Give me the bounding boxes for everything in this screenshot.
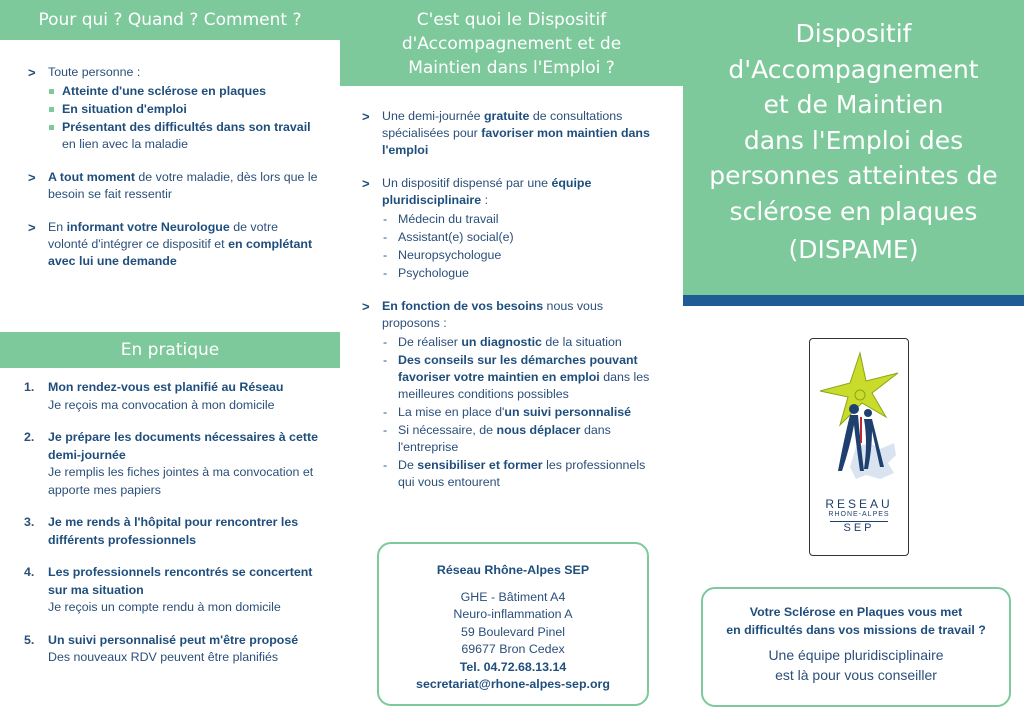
who-header	[0, 0, 340, 40]
contact-name: Réseau Rhône-Alpes SEP	[436, 563, 590, 577]
offer-item: - De sensibiliser et former les professionnels qui vous entourent	[383, 458, 646, 489]
who-sub-2: En situation d'emploi	[48, 101, 318, 118]
logo-sep: SEP	[830, 521, 888, 534]
square-bullet-icon	[49, 89, 54, 94]
square-bullet-icon	[49, 125, 54, 130]
step-1: 1. Mon rendez-vous est planifié au Réseau Je reçois ma convocation à mon domicile	[24, 380, 284, 412]
panel-what	[340, 0, 683, 718]
arrow-icon: >	[362, 109, 370, 124]
what-header	[340, 0, 683, 86]
practice-title: En pratique	[120, 340, 220, 360]
what-item-1: > Une demi-journée gratuite de consultations spécialisées pour favoriser mon maintien dans l'emploi	[362, 109, 650, 157]
cover-title-line: d'Accompagnement	[728, 54, 979, 84]
panel-cover	[683, 0, 1024, 718]
who-item-2: > A tout moment de votre maladie, dès lors que le besoin se fait ressentir	[28, 170, 318, 201]
what-title: C'est quoi le Dispositif d'Accompagnement et de Maintien dans l'Emploi ?	[401, 10, 622, 78]
arrow-icon: >	[362, 176, 370, 191]
step-4: 4. Les professionnels rencontrés se concertent sur ma situation Je reçois un compte rendu à mon domicile	[24, 565, 313, 614]
who-item-1	[28, 64, 318, 153]
practice-header	[0, 332, 340, 368]
offer-item: - Si nécessaire, de nous déplacer dans l'entreprise	[383, 423, 611, 454]
team-member: - Psychologue	[383, 266, 469, 280]
team-member: - Assistant(e) social(e)	[383, 230, 514, 244]
cover-title-line: dans l'Emploi des	[743, 125, 964, 155]
step-5: 5. Un suivi personnalisé peut m'être proposé Des nouveaux RDV peuvent être planifiés	[24, 632, 299, 664]
callout-answer-1: Une équipe pluridisciplinaire	[768, 647, 944, 663]
square-bullet-icon	[49, 107, 54, 112]
who-title: Pour qui ? Quand ? Comment ?	[38, 10, 302, 30]
who-item-intro: Toute personne :	[48, 65, 141, 79]
steps-list	[24, 379, 324, 682]
contact-address-2: Neuro-inflammation A	[453, 607, 573, 621]
team-member: - Médecin du travail	[383, 212, 499, 226]
offer-item: - Des conseils sur les démarches pouvant favoriser votre maintien en emploi dans les meilleures conditions possibles	[383, 353, 650, 401]
step-2: 2. Je prépare les documents nécessaires à cette demi-journée Je remplis les fiches jointes à ma convocation et apporte mes papiers	[24, 430, 318, 497]
panel-who	[0, 0, 340, 718]
cover-title-block	[683, 0, 1024, 295]
contact-address-1: GHE - Bâtiment A4	[460, 589, 566, 604]
cover-title-line: et de Maintien	[763, 90, 944, 119]
cover-acronym: (DISPAME)	[788, 235, 919, 264]
callout-answer-2: est là pour vous conseiller	[775, 667, 937, 683]
arrow-icon: >	[362, 299, 370, 314]
what-item-3: > En fonction de vos besoins nous vous proposons : - De réaliser un diagnostic de la situation - Des conseils sur les démarches pouvant favoriser votre maintien en emploi dans les meilleures conditions possibles - La mise en place d'un suivi personnalisé - Si nécessaire, de nous déplacer dans l'entreprise - De sensibiliser et former les professionnels qui vous entourent	[362, 298, 662, 491]
who-item-3: > En informant votre Neurologue de votre volonté d'intégrer ce dispositif et en complétant avec lui une demande	[28, 220, 313, 268]
contact-address-3: 59 Boulevard Pinel	[460, 624, 565, 639]
cover-title-line: Dispositif	[795, 19, 912, 48]
logo-word: RESEAU	[825, 497, 893, 511]
arrow-icon: >	[28, 220, 36, 235]
offer-item: - La mise en place d'un suivi personnalisé	[383, 405, 632, 419]
star-figures-icon	[810, 339, 908, 489]
who-sub-3: Présentant des difficultés dans son travail en lien avec la maladie	[48, 119, 318, 153]
step-3: 3. Je me rends à l'hôpital pour rencontrer les différents professionnels	[24, 515, 299, 547]
offer-item: - De réaliser un diagnostic de la situation	[383, 335, 622, 349]
logo-region: RHONE-ALPES	[828, 511, 890, 518]
contact-address-4: 69677 Bron Cedex	[461, 642, 565, 656]
who-sub-1: Atteinte d'une sclérose en plaques	[48, 83, 318, 100]
callout-question-1: Votre Sclérose en Plaques vous met	[749, 605, 963, 619]
team-member: - Neuropsychologue	[383, 248, 502, 262]
what-list	[362, 108, 662, 507]
blue-divider	[683, 295, 1024, 306]
callout-box	[701, 587, 1011, 707]
what-item-2: > Un dispositif dispensé par une équipe pluridisciplinaire : - Médecin du travail - Assistant(e) social(e) - Neuropsychologue - Psychologue	[362, 175, 662, 282]
arrow-icon: >	[28, 170, 36, 185]
arrow-icon: >	[28, 65, 36, 80]
callout-question-2: en difficultés dans vos missions de travail ?	[726, 622, 986, 637]
cover-title-line: personnes atteintes de	[709, 161, 998, 190]
contact-phone: Tel. 04.72.68.13.14	[459, 659, 567, 674]
contact-card	[377, 542, 649, 706]
contact-email: secretariat@rhone-alpes-sep.org	[416, 677, 610, 691]
reseau-logo	[809, 338, 909, 556]
who-list	[28, 64, 318, 286]
cover-title	[683, 0, 1024, 264]
cover-title-line: sclérose en plaques	[729, 196, 978, 226]
